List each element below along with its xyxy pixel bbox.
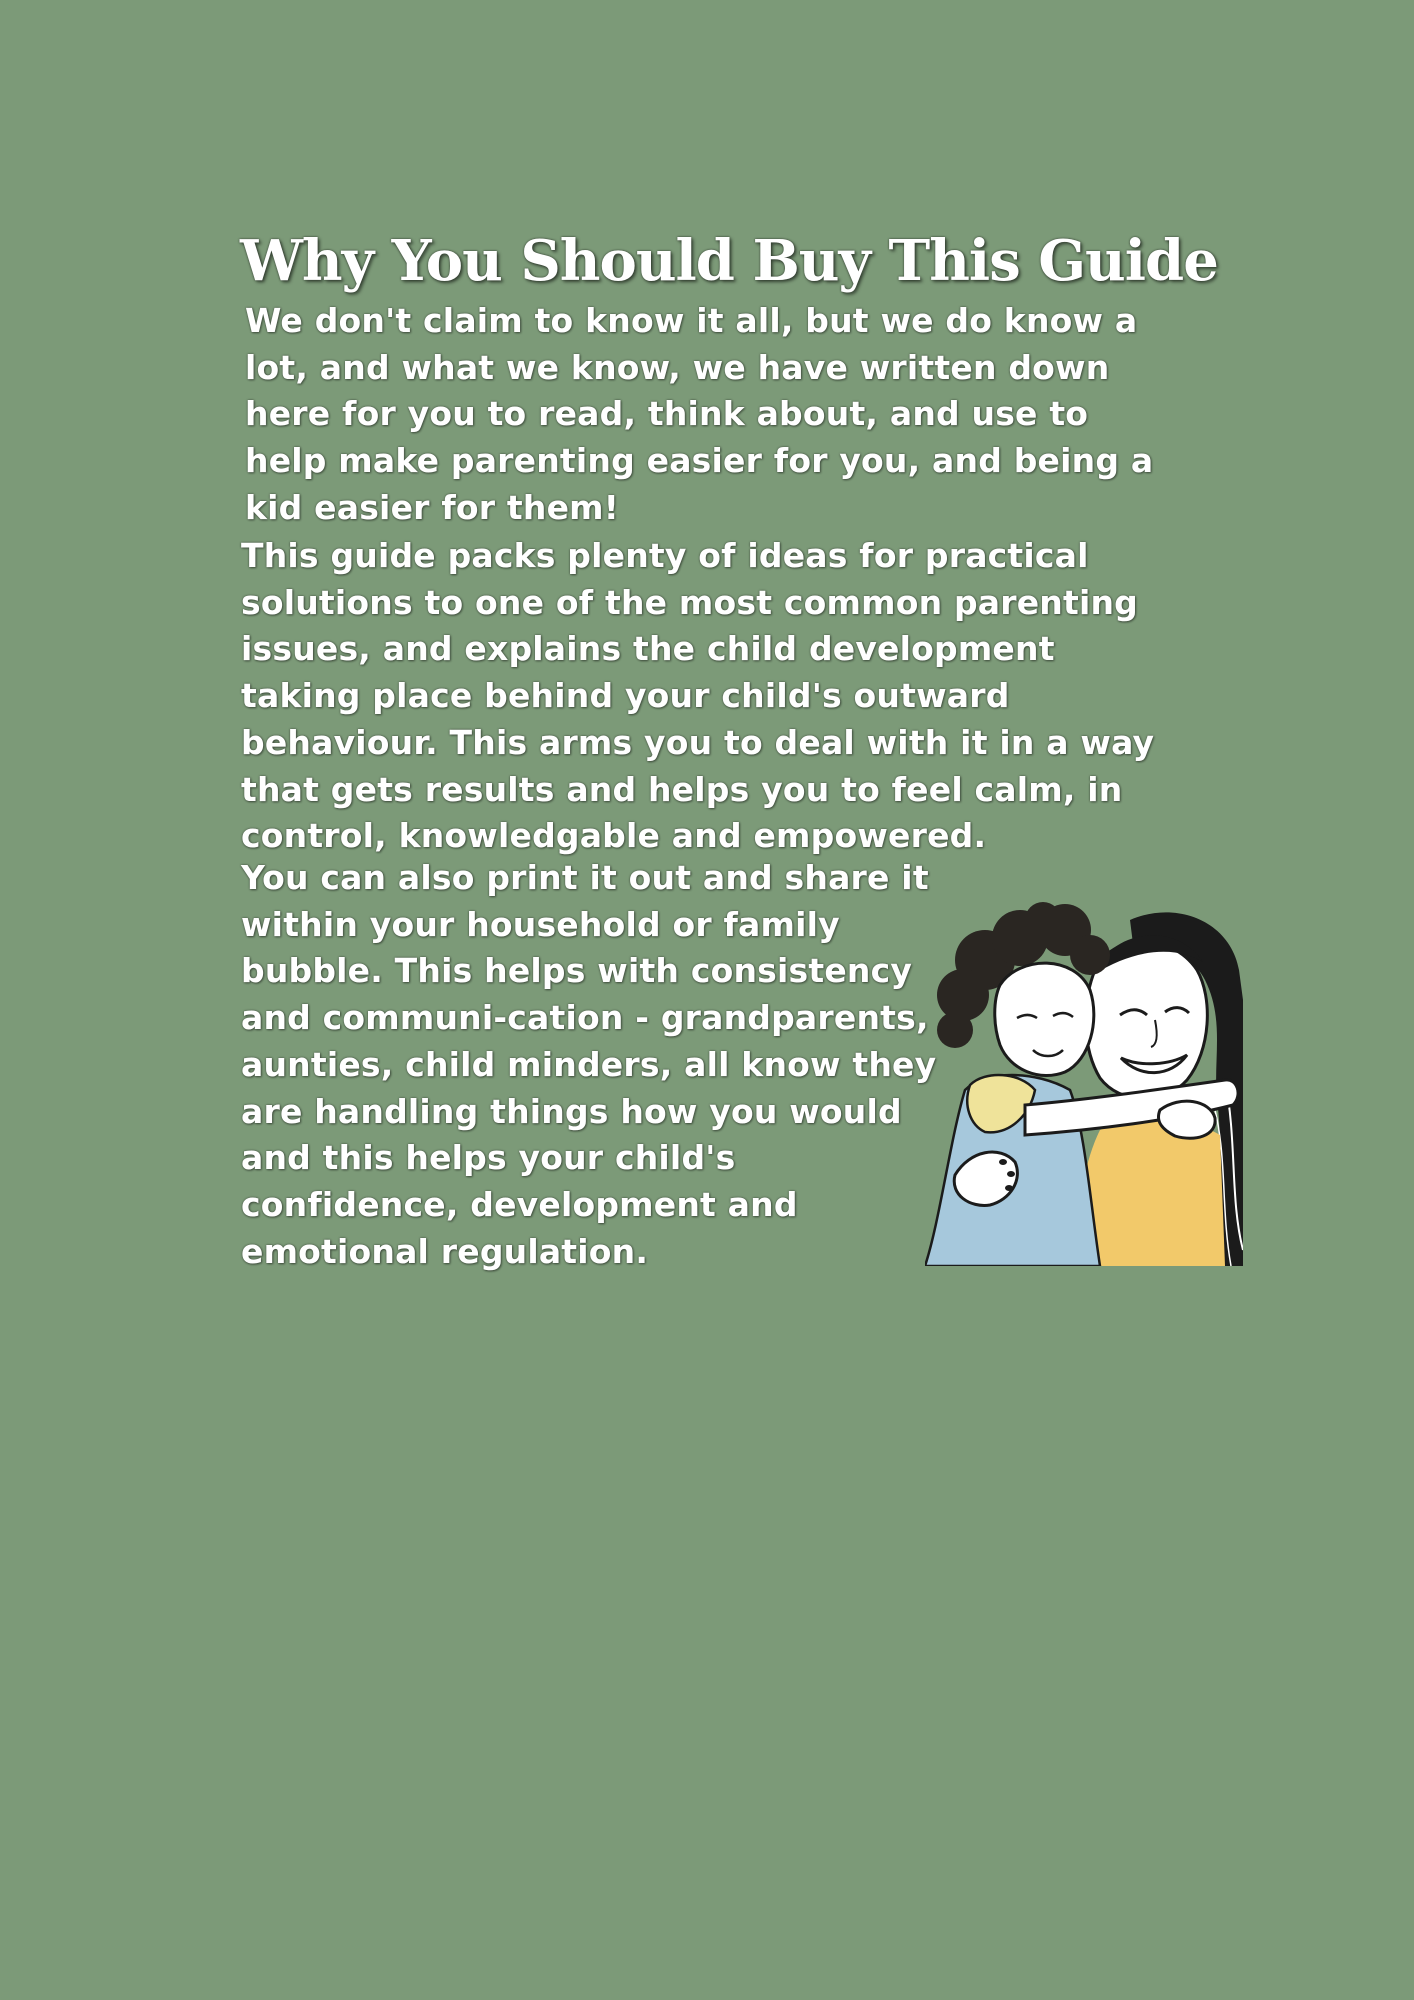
sharing-paragraph: You can also print it out and share it within your household or family bubble. This helps with consistency and communi-cation - grandparents, aunties, child minders, all know they are handling things how you would and this helps your child's confidence, development and emotional regulation. [241, 858, 937, 1271]
child-face [995, 963, 1094, 1075]
mother-hugging-child-illustration [925, 900, 1243, 1266]
child-hand [1158, 1101, 1215, 1138]
benefits-paragraph: This guide packs plenty of ideas for practical solutions to one of the most common parenting issues, and explains the child development taking place behind your child's outward behaviour. This arms you to deal with it in a way that gets results and helps you to feel calm, in control, knowledgable and empowered. [241, 536, 1155, 856]
intro-paragraph: We don't claim to know it all, but we do know a lot, and what we know, we have written down here for you to read, think about, and use to help make parenting easier for you, and being a kid easier for them! [245, 301, 1154, 527]
page-title: Why You Should Buy This Guide [240, 228, 1218, 294]
